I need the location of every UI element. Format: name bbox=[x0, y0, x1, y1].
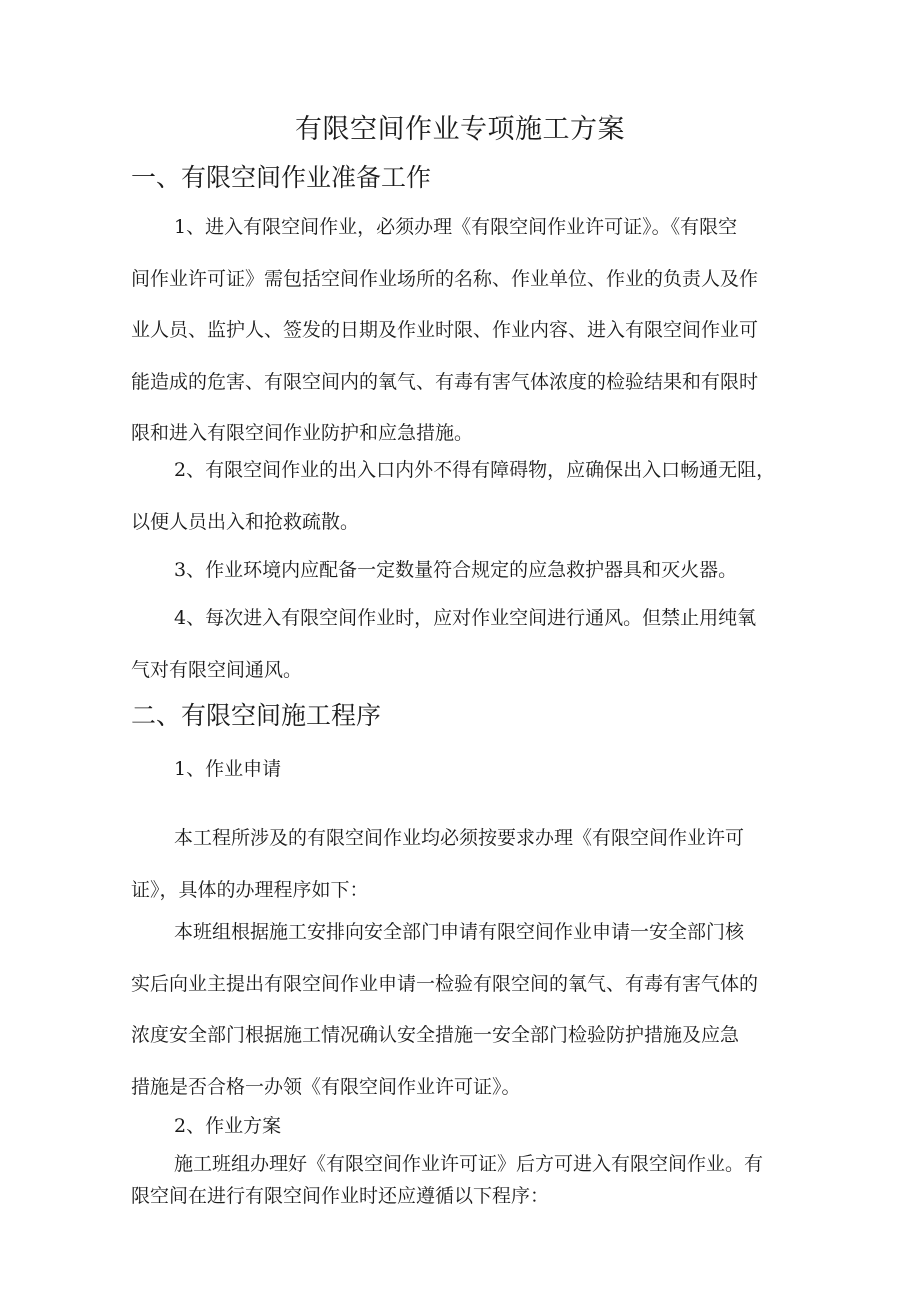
paragraph-line: 4、每次进入有限空间作业时，应对作业空间进行通风。但禁止用纯氧 bbox=[174, 607, 757, 629]
paragraph-line: 能造成的危害、有限空间内的氧气、有毒有害气体浓度的检验结果和有限时 bbox=[131, 370, 759, 393]
paragraph-line: 证》，具体的办理程序如下： bbox=[131, 878, 369, 901]
subheading-application: 1、作业申请 bbox=[174, 758, 282, 780]
paragraph-exits bbox=[131, 445, 803, 548]
paragraph-line: 气对有限空间通风。 bbox=[131, 658, 303, 681]
paragraph-permit bbox=[131, 202, 803, 460]
subheading-plan: 2、作业方案 bbox=[174, 1115, 282, 1137]
paragraph-permit-procedure bbox=[131, 813, 803, 916]
paragraph-work-plan bbox=[131, 1148, 803, 1212]
paragraph-line: 业人员、监护人、签发的日期及作业时限、作业内容、进入有限空间作业可 bbox=[131, 319, 759, 341]
paragraph-line: 措施是否合格一办领《有限空间作业许可证》。 bbox=[131, 1075, 521, 1098]
document-title: 有限空间作业专项施工方案 bbox=[295, 114, 625, 145]
paragraph-line: 3、作业环境内应配备一定数量符合规定的应急救护器具和灭火器。 bbox=[174, 559, 738, 581]
paragraph-equipment bbox=[131, 545, 803, 597]
paragraph-line: 本工程所涉及的有限空间作业均必须按要求办理《有限空间作业许可 bbox=[174, 827, 745, 849]
paragraph-line: 本班组根据施工安排向安全部门申请有限空间作业申请一安全部门核 bbox=[174, 921, 745, 943]
paragraph-line: 2、有限空间作业的出入口内外不得有障碍物，应确保出入口畅通无阻， bbox=[174, 459, 776, 481]
paragraph-line: 实后向业主提出有限空间作业申请一检验有限空间的氧气、有毒有害气体的 bbox=[131, 972, 759, 995]
paragraph-line: 浓度安全部门根据施工情况确认安全措施一安全部门检验防护措施及应急 bbox=[131, 1024, 740, 1046]
paragraph-line: 限空间在进行有限空间作业时还应遵循以下程序： bbox=[131, 1185, 550, 1207]
paragraph-line: 以便人员出入和抢救疏散。 bbox=[131, 510, 360, 533]
section-heading-procedure: 二、有限空间施工程序 bbox=[131, 701, 382, 730]
paragraph-ventilation bbox=[131, 593, 803, 696]
paragraph-line: 施工班组办理好《有限空间作业许可证》后方可进入有限空间作业。有 bbox=[174, 1153, 764, 1175]
paragraph-line: 限和进入有限空间作业防护和应急措施。 bbox=[131, 422, 474, 444]
paragraph-line: 1、进入有限空间作业，必须办理《有限空间作业许可证》。《有限空 bbox=[174, 216, 738, 238]
section-heading-preparation: 一、有限空间作业准备工作 bbox=[131, 163, 432, 192]
paragraph-application-flow bbox=[131, 907, 803, 1113]
paragraph-line: 间作业许可证》需包括空间作业场所的名称、作业单位、作业的负责人及作 bbox=[131, 267, 759, 290]
